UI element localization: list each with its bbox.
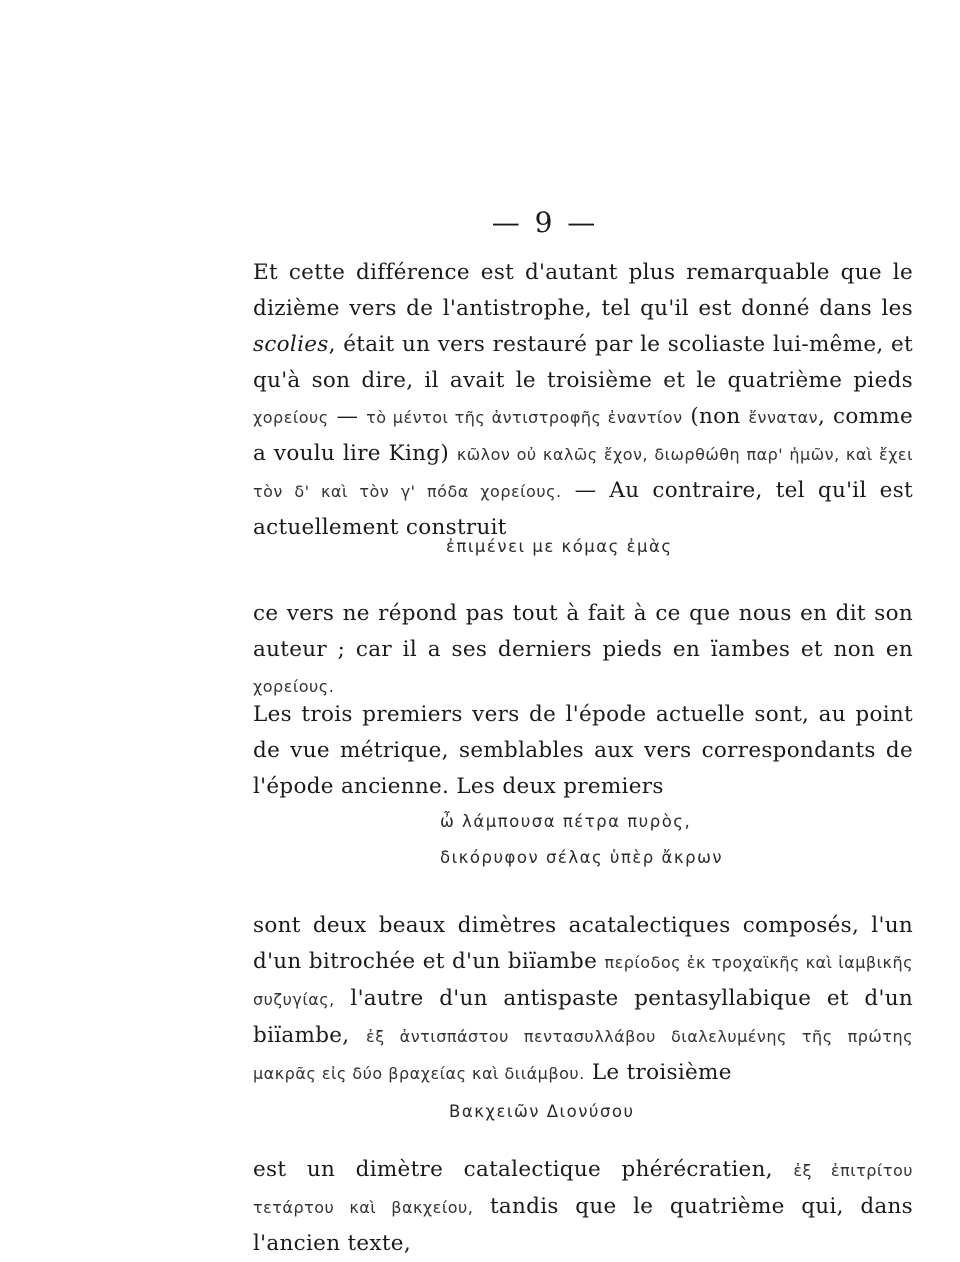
greek-scholion-quote-b: κῶλον οὐ καλῶς ἔχον, διωρθώθη παρ' ἡμῶν, καὶ ἔχει τὸν δ' καὶ τὸν γ' πόδα χορείους. xyxy=(253,445,913,501)
paragraph-3-text: Les trois premiers vers de l'épode actuelle sont, au point de vue métrique, semblables aux vers correspondants de l'épode ancienne. Les deux premiers xyxy=(253,702,913,799)
greek-scholion-quote-a: τὸ μέντοι τῆς ἀντιστροφῆς ἐναντίον xyxy=(366,408,683,427)
greek-epitritou: ἐξ ἐπιτρίτου τετάρτου καὶ βακχείου, xyxy=(253,1161,913,1217)
greek-choreious-1: χορείους xyxy=(253,408,329,427)
paragraph-1-text-c: (non xyxy=(682,404,749,429)
paragraph-4-text-b: l'autre d'un antispaste pentasyllabique et d'un biïambe, xyxy=(253,986,913,1048)
paragraph-1 xyxy=(253,255,913,546)
paragraph-4-text-a: sont deux beaux dimètres acatalectiques composés, l'un d'un bitrochée et d'un biïambe xyxy=(253,913,913,974)
paragraph-5-text-a: est un dimètre catalectique phérécratien, xyxy=(253,1157,794,1182)
greek-verse-2: ὦ λάμπουσα πέτρα πυρὸς, xyxy=(440,812,692,831)
paragraph-1-text-b: , était un vers restauré par le scoliaste lui-même, et qu'à son dire, il avait le troisième et le quatrième pieds xyxy=(253,332,913,393)
paragraph-1-text-e: — Au contraire, tel qu'il est actuellement construit xyxy=(253,478,913,540)
greek-verse-1: ἐπιμένει με κόμας ἐμὰς xyxy=(446,537,673,556)
greek-verse-3: δικόρυφον σέλας ὑπὲρ ἄκρων xyxy=(440,848,724,867)
paragraph-5-text-b: tandis que le quatrième qui, dans l'ancien texte, xyxy=(253,1194,913,1256)
paragraph-5 xyxy=(253,1152,913,1262)
paragraph-2-text: ce vers ne répond pas tout à fait à ce que nous en dit son auteur ; car il a ses derniers pieds en ïambes et non en xyxy=(253,601,913,662)
paragraph-3 xyxy=(253,697,913,805)
page-number: — 9 — xyxy=(491,206,599,239)
greek-choreious-2: χορείους. xyxy=(253,677,335,696)
paragraph-4-text-c: Le troisième xyxy=(584,1060,732,1085)
paragraph-1-dash: — xyxy=(328,404,367,429)
greek-ennaton: ἔνναταν xyxy=(748,408,819,427)
greek-antispastou: ἐξ ἀντισπάστου πεντασυλλάβου διαλελυμένης τῆς πρώτης μακρᾶς εἰς δύο βραχείας καὶ διιάμβου. xyxy=(253,1027,913,1083)
paragraph-4 xyxy=(253,908,913,1092)
paragraph-1-text-a: Et cette différence est d'autant plus remarquable que le dizième vers de l'antistrophe, tel qu'il est donné dans les xyxy=(253,260,913,321)
paragraph-1-text-d: , comme a voulu lire King) xyxy=(253,404,913,466)
greek-verse-4: Βακχειῶν Διονύσου xyxy=(449,1102,635,1121)
paragraph-2 xyxy=(253,596,913,705)
paragraph-1-scolies: scolies xyxy=(253,332,329,357)
greek-periodos: περίοδος ἐκ τροχαϊκῆς καὶ ἰαμβικῆς συζυγίας, xyxy=(253,953,913,1009)
